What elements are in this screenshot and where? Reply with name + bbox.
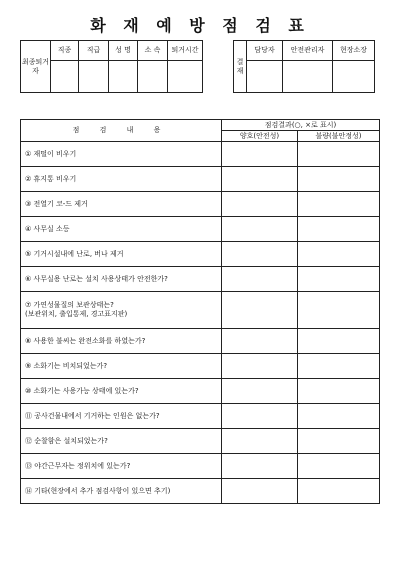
good-result-cell[interactable] bbox=[222, 479, 298, 504]
inspection-item-text: ⑩ 소화기는 사용가능 상태에 있는가? bbox=[25, 386, 139, 395]
inspection-row bbox=[21, 329, 380, 354]
inspection-result-header: 점검결과(○, ×로 표시) bbox=[222, 120, 380, 131]
inspection-row bbox=[21, 404, 380, 429]
inspection-item-label bbox=[21, 267, 222, 292]
good-result-cell[interactable] bbox=[222, 192, 298, 217]
exit-time-header: 퇴거시간 bbox=[168, 41, 203, 61]
good-result-cell[interactable] bbox=[222, 242, 298, 267]
approval-label: 결재 bbox=[234, 41, 247, 93]
inspection-row bbox=[21, 142, 380, 167]
person-in-charge-header: 담당자 bbox=[247, 41, 283, 61]
inspection-item-text: ② 휴지통 비우기 bbox=[25, 174, 77, 183]
inspection-item-text: ⑧ 사용한 불씨는 완전소화를 하였는가? bbox=[25, 336, 146, 345]
good-result-cell[interactable] bbox=[222, 404, 298, 429]
good-result-cell[interactable] bbox=[222, 292, 298, 329]
inspection-item-text: ⑬ 야간근무자는 정위치에 있는가? bbox=[25, 461, 131, 470]
good-result-cell[interactable] bbox=[222, 379, 298, 404]
bad-result-cell[interactable] bbox=[298, 242, 380, 267]
inspection-item-label bbox=[21, 379, 222, 404]
inspection-row bbox=[21, 242, 380, 267]
inspection-item-label bbox=[21, 479, 222, 504]
inspection-table bbox=[20, 119, 380, 504]
person-in-charge-sign-cell[interactable] bbox=[247, 61, 283, 93]
job-type-header: 직종 bbox=[51, 41, 79, 61]
bad-result-cell[interactable] bbox=[298, 267, 380, 292]
good-result-cell[interactable] bbox=[222, 454, 298, 479]
bad-result-cell[interactable] bbox=[298, 192, 380, 217]
bad-result-cell[interactable] bbox=[298, 292, 380, 329]
bad-result-cell[interactable] bbox=[298, 217, 380, 242]
inspection-row bbox=[21, 217, 380, 242]
inspection-row bbox=[21, 454, 380, 479]
affiliation-cell[interactable] bbox=[138, 61, 168, 93]
bad-result-cell[interactable] bbox=[298, 454, 380, 479]
job-rank-header: 직급 bbox=[79, 41, 109, 61]
page-title: 화 재 예 방 점 검 표 bbox=[90, 16, 310, 35]
exit-time-cell[interactable] bbox=[168, 61, 203, 93]
inspection-row bbox=[21, 267, 380, 292]
inspection-row bbox=[21, 479, 380, 504]
inspection-row bbox=[21, 354, 380, 379]
bad-result-cell[interactable] bbox=[298, 379, 380, 404]
inspection-item-label bbox=[21, 292, 222, 329]
good-result-cell[interactable] bbox=[222, 167, 298, 192]
inspection-item-label bbox=[21, 242, 222, 267]
name-header: 성 명 bbox=[109, 41, 138, 61]
inspection-item-label bbox=[21, 404, 222, 429]
good-result-cell[interactable] bbox=[222, 217, 298, 242]
safety-manager-sign-cell[interactable] bbox=[283, 61, 333, 93]
bad-result-cell[interactable] bbox=[298, 404, 380, 429]
site-manager-sign-cell[interactable] bbox=[333, 61, 375, 93]
approval-table bbox=[233, 40, 375, 93]
final-exit-table bbox=[20, 40, 203, 93]
inspection-item-label bbox=[21, 354, 222, 379]
job-type-cell[interactable] bbox=[51, 61, 79, 93]
inspection-item-text: ⑥ 사무실용 난로는 설치 사용상태가 안전한가? bbox=[25, 274, 168, 283]
bad-result-cell[interactable] bbox=[298, 479, 380, 504]
inspection-item-text: ④ 사무실 소등 bbox=[25, 224, 70, 233]
good-result-cell[interactable] bbox=[222, 329, 298, 354]
bad-header: 불량(불안정성) bbox=[298, 131, 380, 142]
good-result-cell[interactable] bbox=[222, 354, 298, 379]
inspection-item-label bbox=[21, 454, 222, 479]
inspection-item-text: ⑤ 기거시설내에 난로, 버나 제거 bbox=[25, 249, 124, 258]
inspection-item-label bbox=[21, 167, 222, 192]
inspection-item-text: ③ 전열기 코-드 제거 bbox=[25, 199, 88, 208]
bad-result-cell[interactable] bbox=[298, 167, 380, 192]
inspection-item-text: (보관위치, 출입통제, 경고표지판) bbox=[25, 310, 128, 318]
bad-result-cell[interactable] bbox=[298, 329, 380, 354]
inspection-row bbox=[21, 167, 380, 192]
good-result-cell[interactable] bbox=[222, 429, 298, 454]
inspection-item-text: ⑫ 순찰함은 설치되었는가? bbox=[25, 436, 108, 445]
final-exit-label: 최종퇴거자 bbox=[21, 41, 51, 93]
inspection-item-label bbox=[21, 217, 222, 242]
job-rank-cell[interactable] bbox=[79, 61, 109, 93]
inspection-item-label bbox=[21, 329, 222, 354]
inspection-item-text: ⑭ 기타(현장에서 추가 점검사항이 있으면 추기) bbox=[25, 486, 171, 495]
inspection-row bbox=[21, 192, 380, 217]
name-cell[interactable] bbox=[109, 61, 138, 93]
bad-result-cell[interactable] bbox=[298, 142, 380, 167]
good-result-cell[interactable] bbox=[222, 267, 298, 292]
inspection-item-text: ⑦ 가연성물질의 보관상태는? bbox=[25, 301, 114, 309]
inspection-item-text: ⑪ 공사건물내에서 기거하는 인원은 없는가? bbox=[25, 411, 160, 420]
inspection-item-label bbox=[21, 429, 222, 454]
good-result-cell[interactable] bbox=[222, 142, 298, 167]
bad-result-cell[interactable] bbox=[298, 429, 380, 454]
inspection-row bbox=[21, 429, 380, 454]
inspection-item-label bbox=[21, 192, 222, 217]
inspection-item-text: ⑨ 소화기는 비치되었는가? bbox=[25, 361, 108, 370]
bad-result-cell[interactable] bbox=[298, 354, 380, 379]
inspection-row bbox=[21, 379, 380, 404]
inspection-row bbox=[21, 292, 380, 329]
inspection-content-header: 점 검 내 용 bbox=[21, 120, 222, 142]
good-header: 양호(안전성) bbox=[222, 131, 298, 142]
inspection-item-text: ① 재떨이 비우기 bbox=[25, 149, 77, 158]
inspection-item-label bbox=[21, 142, 222, 167]
site-manager-header: 현장소장 bbox=[333, 41, 375, 61]
affiliation-header: 소 속 bbox=[138, 41, 168, 61]
safety-manager-header: 안전관리자 bbox=[283, 41, 333, 61]
